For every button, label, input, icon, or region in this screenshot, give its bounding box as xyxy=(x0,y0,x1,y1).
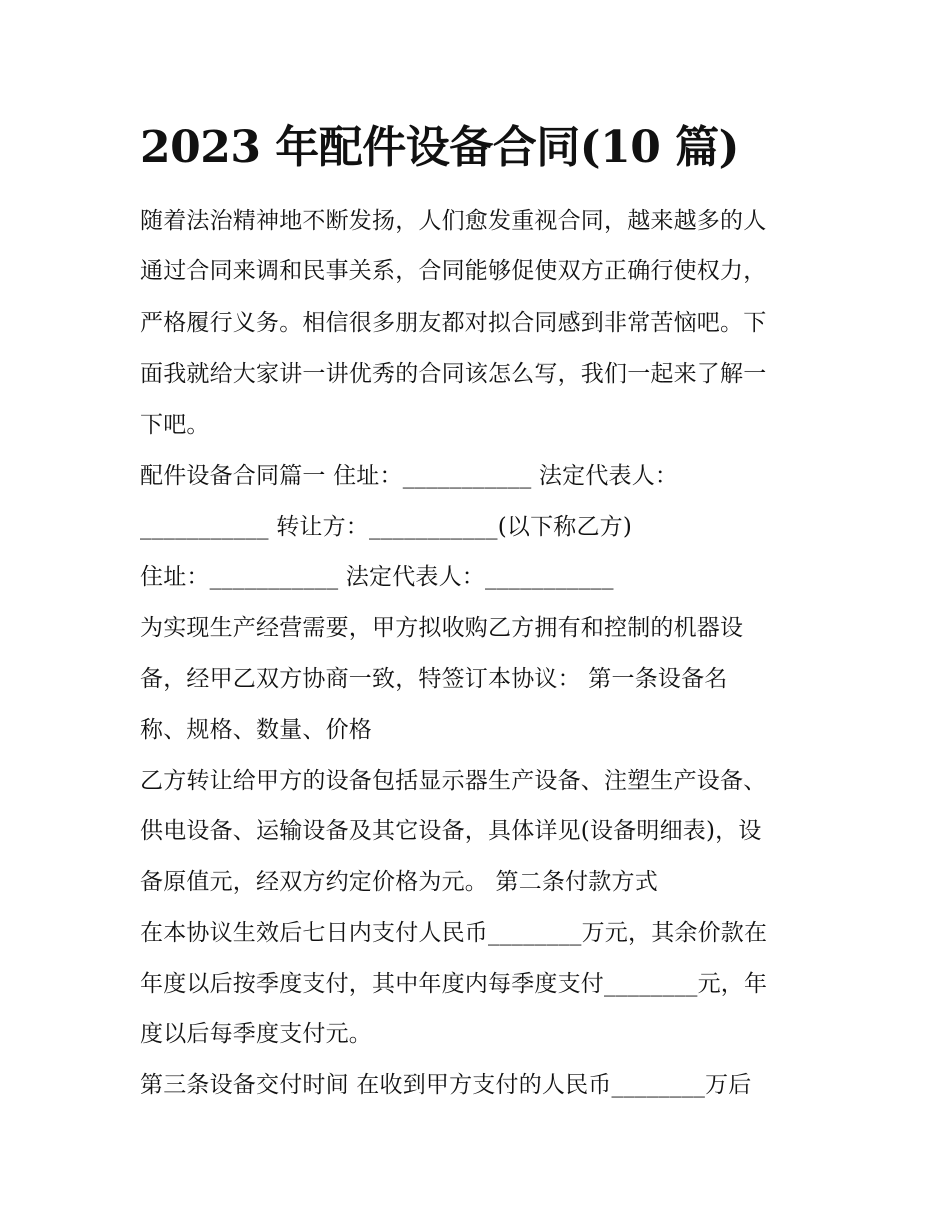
body-line: 称、规格、数量、价格 xyxy=(140,717,372,743)
body-line: ___________ 转让方：___________(以下称乙方) xyxy=(140,514,633,540)
body-line: 住址：___________ 法定代表人：___________ xyxy=(140,564,614,590)
document-title: 2023 年配件设备合同(10 篇) xyxy=(140,122,739,173)
body-line: 年度以后按季度支付，其中年度内每季度支付________元，年 xyxy=(140,971,768,997)
body-line: 第三条设备交付时间 在收到甲方支付的人民币________万后 xyxy=(140,1072,752,1098)
body-line: 度以后每季度支付元。 xyxy=(140,1021,372,1047)
body-line: 供电设备、运输设备及其它设备，具体详见(设备明细表)，设 xyxy=(140,818,762,844)
body-line: 在本协议生效后七日内支付人民币________万元，其余价款在 xyxy=(140,920,768,946)
body-line: 随着法治精神地不断发扬，人们愈发重视合同，越来越多的人 xyxy=(140,208,767,234)
body-line: 通过合同来调和民事关系，合同能够促使双方正确行使权力， xyxy=(140,258,767,284)
body-line: 备，经甲乙双方协商一致，特签订本协议： 第一条设备名 xyxy=(140,666,728,692)
body-line: 面我就给大家讲一讲优秀的合同该怎么写，我们一起来了解一 xyxy=(140,361,767,387)
body-line: 备原值元，经双方约定价格为元。 第二条付款方式 xyxy=(140,869,658,895)
body-line: 为实现生产经营需要，甲方拟收购乙方拥有和控制的机器设 xyxy=(140,615,744,641)
body-line: 下吧。 xyxy=(140,412,210,438)
body-line: 严格履行义务。相信很多朋友都对拟合同感到非常苦恼吧。下 xyxy=(140,310,767,336)
body-line: 乙方转让给甲方的设备包括显示器生产设备、注塑生产设备、 xyxy=(140,768,767,794)
body-line: 配件设备合同篇一 住址：___________ 法定代表人： xyxy=(140,463,679,489)
